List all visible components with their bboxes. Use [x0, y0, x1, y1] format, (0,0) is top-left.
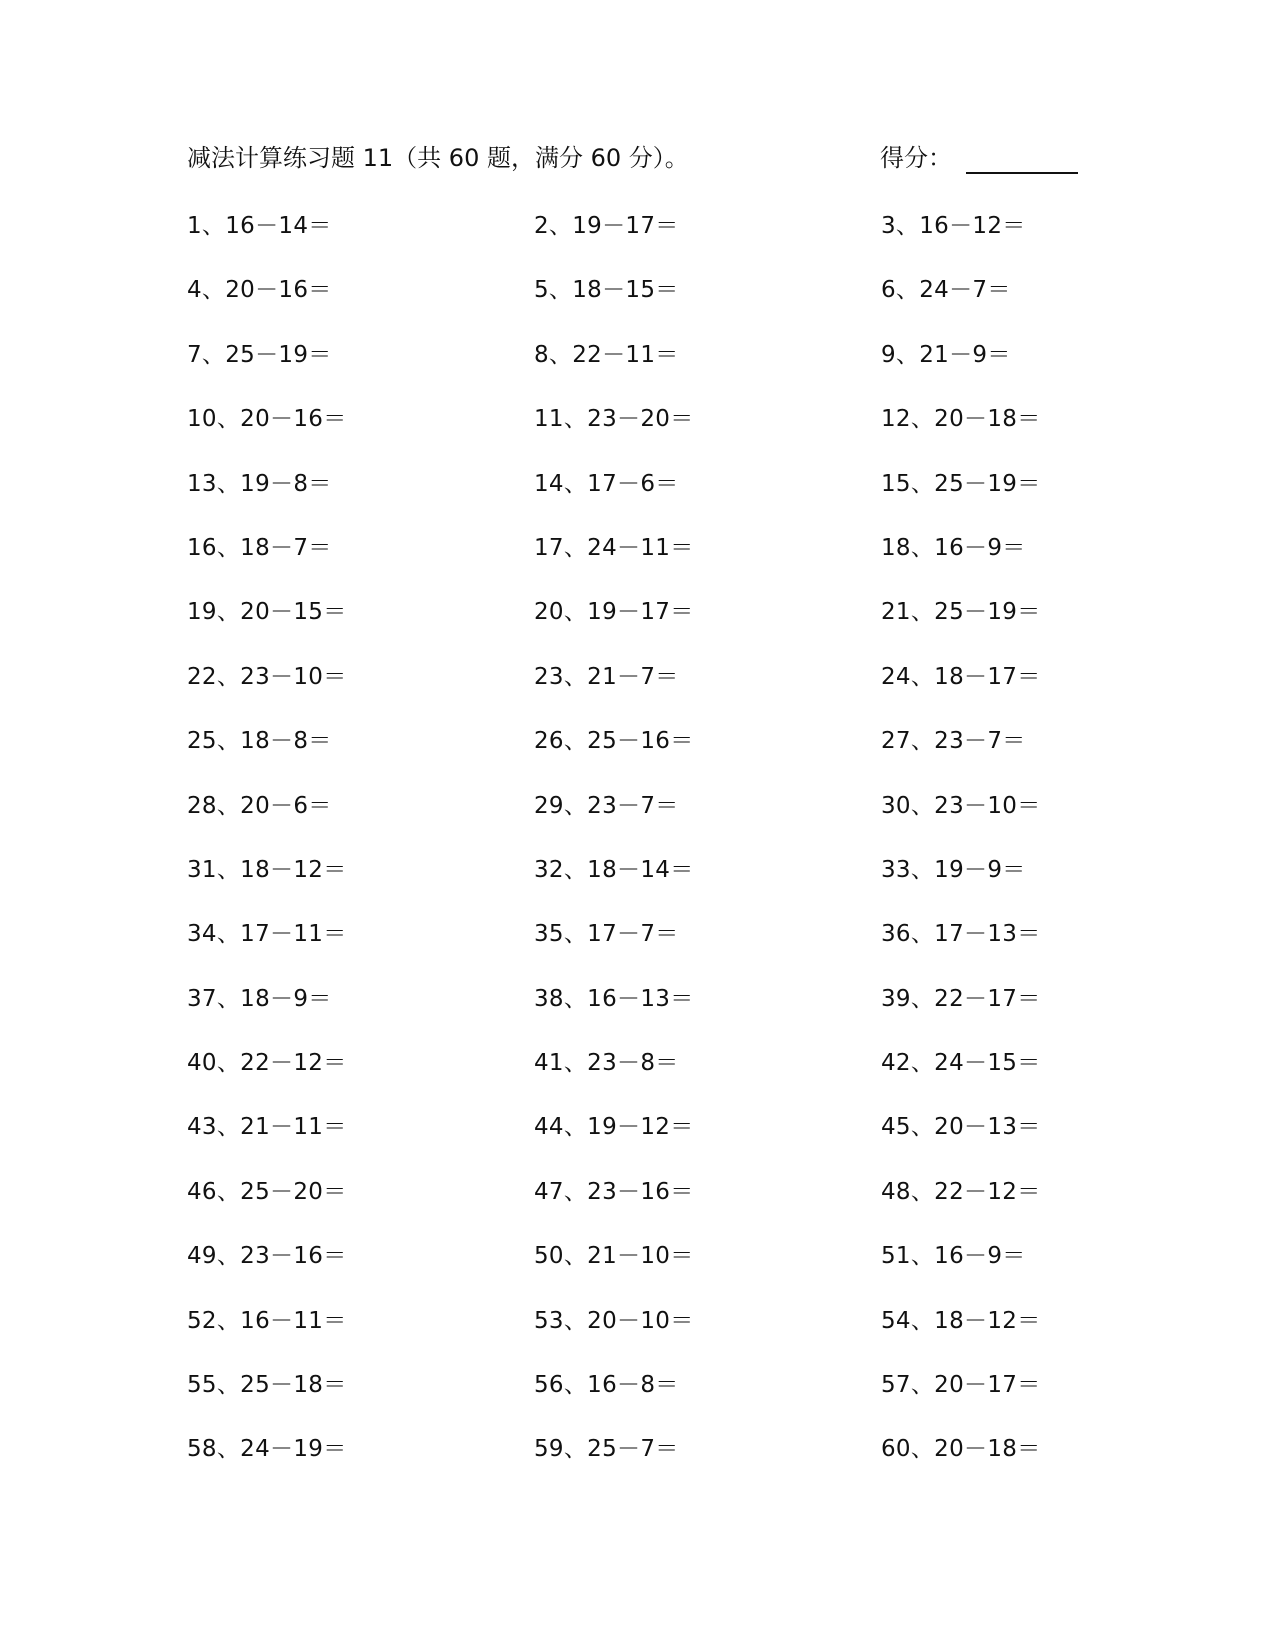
problem-item: 15、25－19＝ [881, 470, 1041, 497]
problem-item: 19、20－15＝ [187, 599, 347, 626]
problem-item: 55、25－18＝ [187, 1372, 347, 1399]
score-label: 得分： [880, 144, 952, 172]
problem-item: 20、19－17＝ [534, 599, 694, 626]
problem-item: 49、23－16＝ [187, 1243, 347, 1270]
problem-item: 34、17－11＝ [187, 921, 347, 948]
problem-item: 9、21－9＝ [881, 341, 1011, 368]
problem-item: 4、20－16＝ [187, 277, 332, 304]
problem-item: 53、20－10＝ [534, 1307, 694, 1334]
problem-item: 23、21－7＝ [534, 663, 679, 690]
problem-item: 35、17－7＝ [534, 921, 679, 948]
problem-item: 46、25－20＝ [187, 1178, 347, 1205]
problem-item: 26、25－16＝ [534, 728, 694, 755]
problem-item: 38、16－13＝ [534, 985, 694, 1012]
problem-item: 50、21－10＝ [534, 1243, 694, 1270]
problem-item: 8、22－11＝ [534, 341, 679, 368]
problem-item: 39、22－17＝ [881, 985, 1041, 1012]
problem-item: 29、23－7＝ [534, 792, 679, 819]
header [0, 138, 1275, 178]
problem-item: 16、18－7＝ [187, 534, 332, 561]
problem-item: 24、18－17＝ [881, 663, 1041, 690]
problem-item: 48、22－12＝ [881, 1178, 1041, 1205]
problem-grid [187, 208, 1087, 1496]
problem-item: 2、19－17＝ [534, 213, 679, 239]
problem-item: 51、16－9＝ [881, 1243, 1026, 1270]
problem-item: 31、18－12＝ [187, 856, 347, 883]
problem-item: 60、20－18＝ [881, 1436, 1041, 1463]
problem-item: 47、23－16＝ [534, 1178, 694, 1205]
problem-item: 14、17－6＝ [534, 470, 679, 497]
problem-item: 32、18－14＝ [534, 856, 694, 883]
problem-item: 5、18－15＝ [534, 277, 679, 304]
score-blank-line [966, 172, 1078, 174]
problem-item: 30、23－10＝ [881, 792, 1041, 819]
problem-item: 40、22－12＝ [187, 1050, 347, 1077]
problem-item: 17、24－11＝ [534, 534, 694, 561]
problem-item: 52、16－11＝ [187, 1307, 347, 1334]
problem-item: 28、20－6＝ [187, 792, 332, 819]
problem-item: 13、19－8＝ [187, 470, 332, 497]
problem-item: 22、23－10＝ [187, 663, 347, 690]
problem-item: 18、16－9＝ [881, 534, 1026, 561]
problem-item: 10、20－16＝ [187, 406, 347, 433]
problem-item: 44、19－12＝ [534, 1114, 694, 1141]
problem-item: 33、19－9＝ [881, 856, 1026, 883]
problem-item: 27、23－7＝ [881, 728, 1026, 755]
problem-item: 58、24－19＝ [187, 1436, 347, 1463]
problem-item: 43、21－11＝ [187, 1114, 347, 1141]
problem-item: 36、17－13＝ [881, 921, 1041, 948]
problem-item: 42、24－15＝ [881, 1050, 1041, 1077]
problem-item: 54、18－12＝ [881, 1307, 1041, 1334]
problem-item: 41、23－8＝ [534, 1050, 679, 1077]
problem-item: 7、25－19＝ [187, 341, 332, 368]
problem-item: 1、16－14＝ [187, 213, 332, 239]
problem-item: 45、20－13＝ [881, 1114, 1041, 1141]
problem-item: 59、25－7＝ [534, 1436, 679, 1463]
problem-item: 57、20－17＝ [881, 1372, 1041, 1399]
problem-item: 21、25－19＝ [881, 599, 1041, 626]
problem-item: 56、16－8＝ [534, 1372, 679, 1399]
problem-item: 25、18－8＝ [187, 728, 332, 755]
problem-item: 6、24－7＝ [881, 277, 1011, 304]
problem-item: 12、20－18＝ [881, 406, 1041, 433]
problem-item: 37、18－9＝ [187, 985, 332, 1012]
problem-item: 3、16－12＝ [881, 213, 1026, 239]
problem-item: 11、23－20＝ [534, 406, 694, 433]
page-title: 减法计算练习题 11（共 60 题，满分 60 分）。 [187, 144, 689, 172]
